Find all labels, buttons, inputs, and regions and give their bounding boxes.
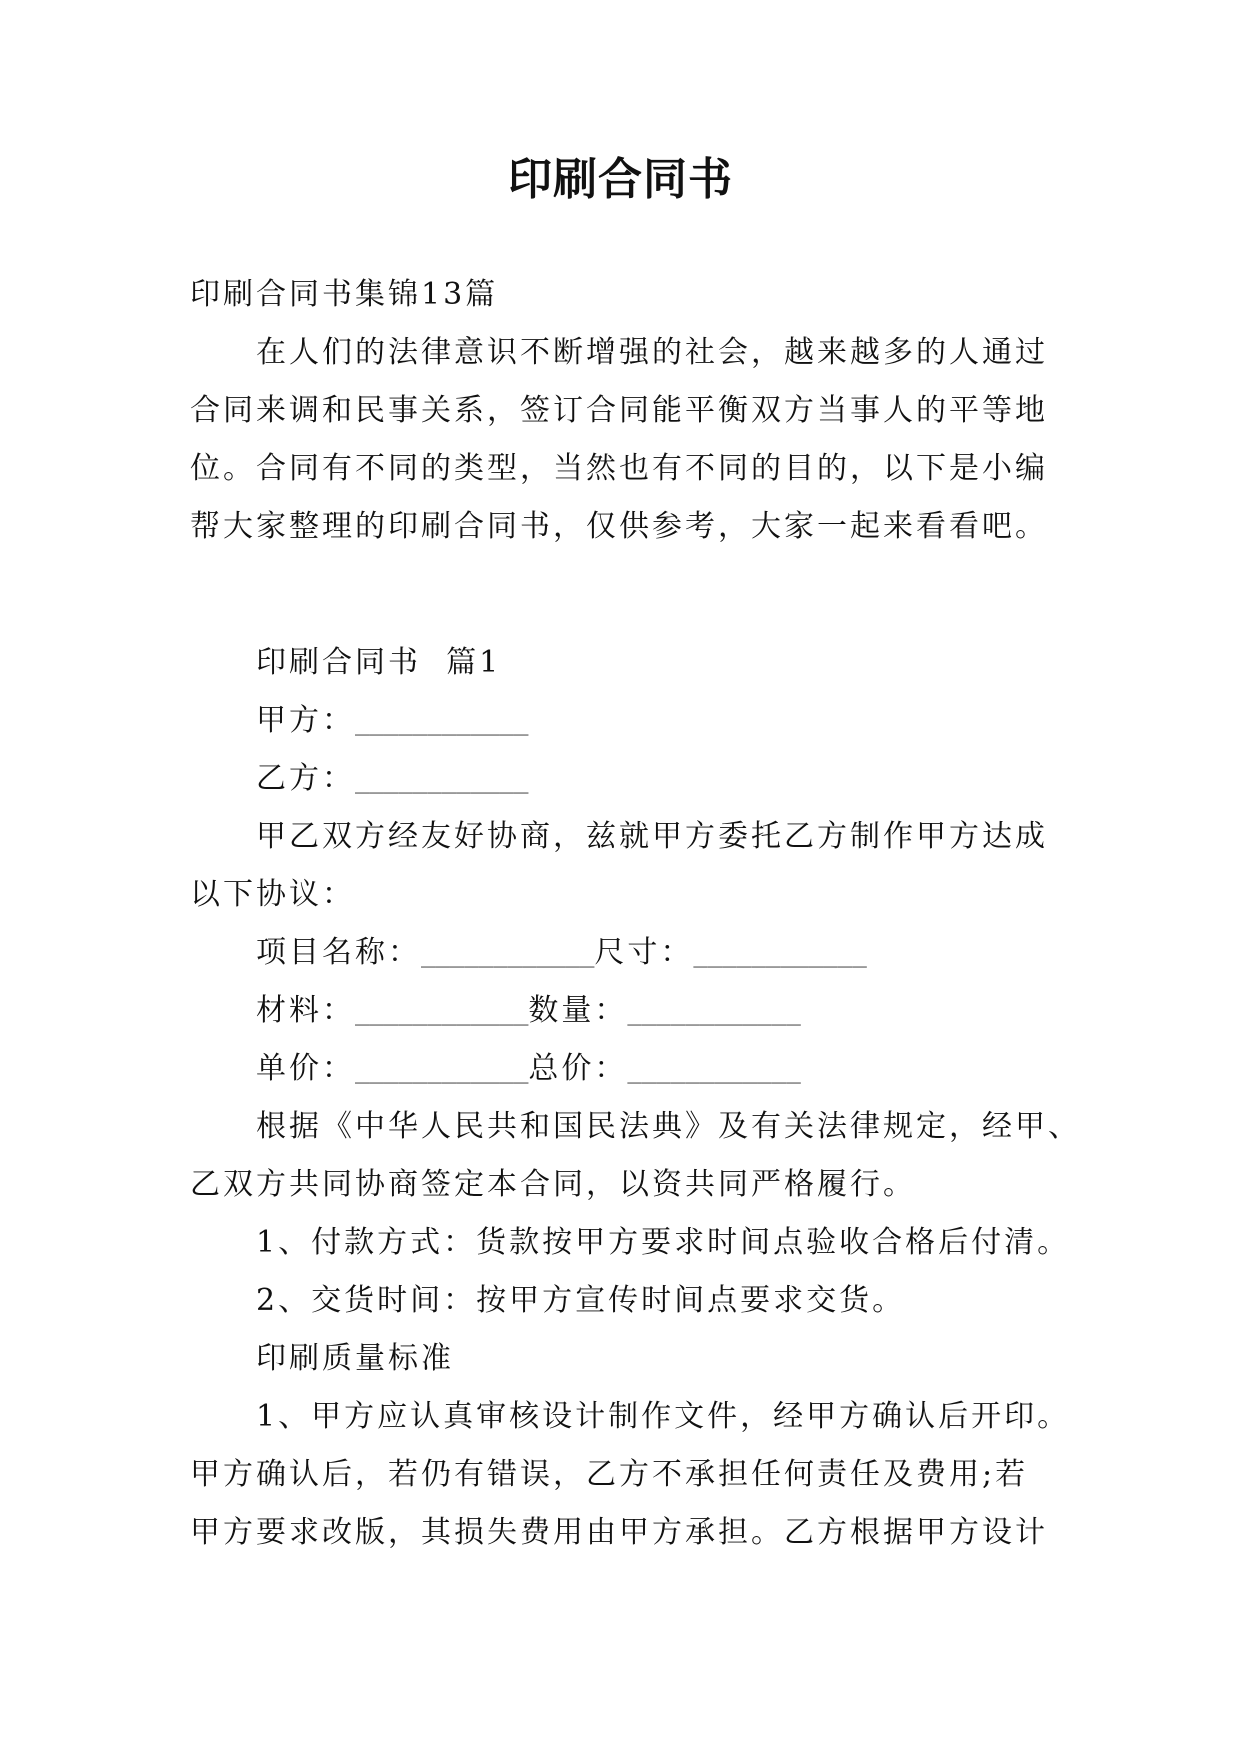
party-b-label: 乙方： [256,761,355,796]
party-a-blank: ____________ [355,708,529,736]
quality-line: 甲方要求改版，其损失费用由甲方承担。乙方根据甲方设计 [190,1515,1048,1550]
intro-line: 位。合同有不同的类型，当然也有不同的目的，以下是小编 [190,451,1048,486]
size-label: 尺寸： [594,935,694,970]
party-b-blank: ____________ [355,766,529,794]
unit-price-label: 单价： [256,1051,355,1086]
material-label: 材料： [256,993,355,1028]
material-blank: ____________ [355,998,529,1026]
size-blank: ____________ [693,940,867,968]
section-heading: 印刷合同书 篇1 [256,645,502,680]
item-name-blank: ____________ [421,940,595,968]
intro-line: 合同来调和民事关系，签订合同能平衡双方当事人的平等地 [190,393,1048,428]
document-title: 印刷合同书 [508,154,733,205]
quality-heading: 印刷质量标准 [256,1341,454,1376]
quality-line: 1、甲方应认真审核设计制作文件，经甲方确认后开印。 [256,1399,1071,1434]
quantity-label: 数量： [528,993,628,1028]
total-price-label: 总价： [528,1051,628,1086]
section-1 [190,634,1081,1562]
delivery-clause: 2、交货时间：按甲方宣传时间点要求交货。 [256,1283,906,1318]
price-line [190,1040,1060,1098]
quality-line: 甲方确认后，若仍有错误，乙方不承担任何责任及费用;若 [190,1457,1029,1492]
unit-price-blank: ____________ [355,1056,529,1084]
collection-subtitle: 印刷合同书集锦13篇 [190,277,499,312]
party-a-line [190,692,1060,750]
legal-line: 根据《中华人民共和国民法典》及有关法律规定，经甲、 [256,1109,1081,1144]
item-size-line [190,924,1060,982]
intro-line: 帮大家整理的印刷合同书，仅供参考，大家一起来看看吧。 [190,509,1048,544]
agreement-line: 甲乙双方经友好协商，兹就甲方委托乙方制作甲方达成 [256,819,1048,854]
party-b-line [190,750,1060,808]
quantity-blank: ____________ [627,998,801,1026]
payment-clause: 1、付款方式：货款按甲方要求时间点验收合格后付清。 [256,1225,1071,1260]
agreement-line: 以下协议： [190,877,355,912]
legal-line: 乙双方共同协商签定本合同，以资共同严格履行。 [190,1167,916,1202]
intro-line: 在人们的法律意识不断增强的社会，越来越多的人通过 [256,335,1048,370]
material-quantity-line [190,982,1060,1040]
party-a-label: 甲方： [256,703,355,738]
item-name-label: 项目名称： [256,935,421,970]
total-price-blank: ____________ [627,1056,801,1084]
intro-block [190,266,1060,556]
